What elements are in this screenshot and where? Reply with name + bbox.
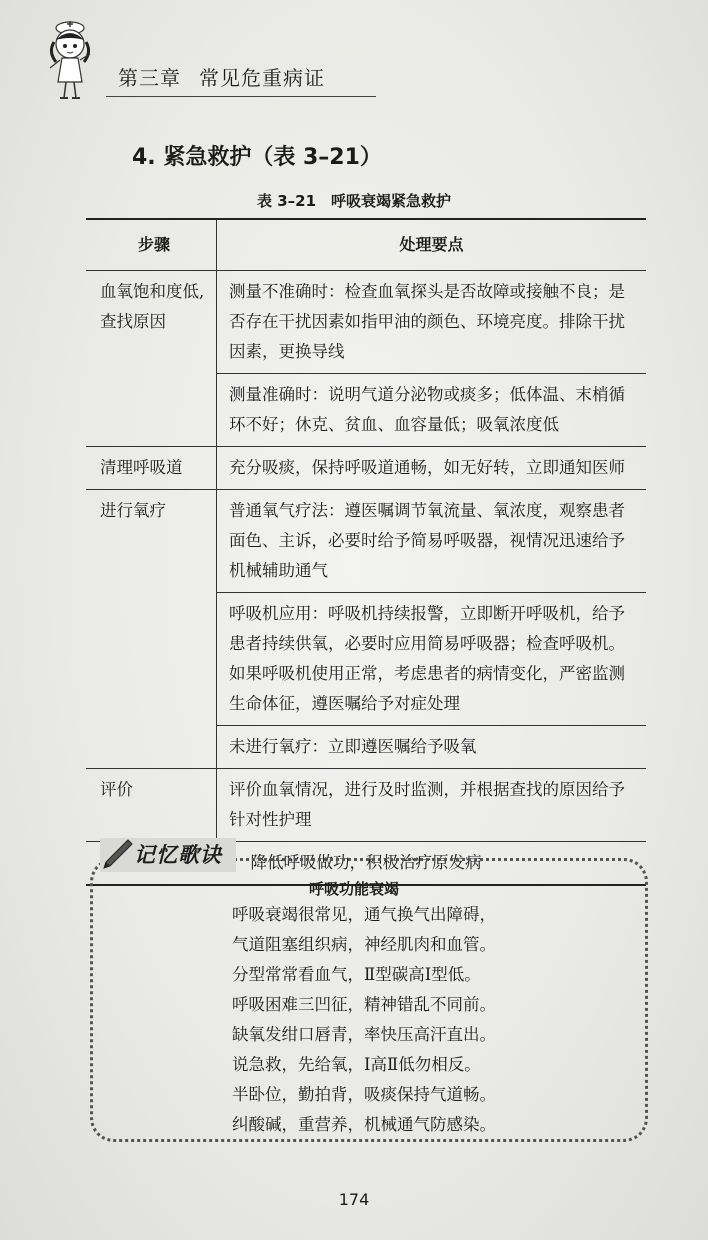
mnemonic-tag-label: 记忆歌诀 (134, 843, 222, 867)
point-cell: 普通氧气疗法：遵医嘱调节氧流量、氧浓度，观察患者面色、主诉，必要时给予简易呼吸器，视情况迅速给予机械辅助通气 (217, 490, 647, 593)
header-rule (106, 96, 376, 97)
nurse-mascot-icon (40, 18, 110, 106)
chapter-title: 常见危重病证 (199, 66, 325, 90)
point-cell: 测量准确时：说明气道分泌物或痰多；低体温、末梢循环不好；休克、贫血、血容量低；吸氧浓度低 (217, 374, 647, 447)
poem-line: 呼吸衰竭很常见，通气换气出障碍， (232, 905, 496, 924)
step-cell: 清理呼吸道 (86, 447, 217, 490)
mnemonic-title: 呼吸功能衰竭 (308, 880, 399, 898)
step-cell: 评价 (86, 769, 217, 842)
poem-line: 缺氧发绀口唇青，率快压高汗直出。 (232, 1025, 496, 1044)
page-header (40, 18, 680, 108)
point-cell: 测量不准确时：检查血氧探头是否故障或接触不良；是否存在干扰因素如指甲油的颜色、环境亮度。排除干扰因素，更换导线 (229, 282, 625, 361)
point-cell: 评价血氧情况，进行及时监测，并根据查找的原因给予针对性护理 (217, 769, 647, 842)
poem-line: 半卧位，勤拍背，吸痰保持气道畅。 (232, 1085, 496, 1104)
step-cell: 血氧饱和度低,查找原因 (86, 271, 217, 447)
table-caption: 表 3–21 呼吸衰竭紧急救护 (256, 192, 452, 210)
column-header-step: 步骤 (86, 219, 217, 271)
table-row (86, 769, 646, 842)
chapter-heading (118, 62, 325, 91)
table-row (86, 490, 646, 593)
section-title: 4. 紧急救护（表 3–21） (132, 145, 382, 170)
table-row (86, 447, 646, 490)
footer-cell: 降低呼吸做功，积极治疗原发病 (86, 842, 646, 886)
emergency-care-table (86, 218, 646, 886)
point-cell: 未进行氧疗：立即遵医嘱给予吸氧 (217, 726, 647, 769)
poem-line: 纠酸碱，重营养，机械通气防感染。 (232, 1115, 496, 1134)
step-cell: 进行氧疗 (86, 490, 217, 769)
poem-line: 呼吸困难三凹征，精神错乱不同前。 (232, 995, 496, 1014)
mnemonic-poem (232, 900, 632, 1140)
poem-line: 分型常常看血气，Ⅱ型碳高Ⅰ型低。 (232, 965, 481, 984)
poem-line: 气道阻塞组织病，神经肌肉和血管。 (232, 935, 496, 954)
point-cell: 充分吸痰，保持呼吸道通畅，如无好转，立即通知医师 (217, 447, 647, 490)
poem-line: 说急救，先给氧，Ⅰ高Ⅱ低勿相反。 (232, 1055, 481, 1074)
table-row (86, 271, 646, 374)
column-header-points: 处理要点 (217, 219, 647, 271)
point-cell: 呼吸机应用：呼吸机持续报警，立即断开呼吸机，给予患者持续供氧，必要时应用简易呼吸器；检查呼吸机。如果呼吸机使用正常，考虑患者的病情变化，严密监测生命体征，遵医嘱给予对症处理 (217, 593, 647, 726)
chapter-number: 第三章 (118, 66, 181, 90)
mnemonic-tag (100, 838, 236, 872)
page-number: 174 (338, 1190, 370, 1209)
